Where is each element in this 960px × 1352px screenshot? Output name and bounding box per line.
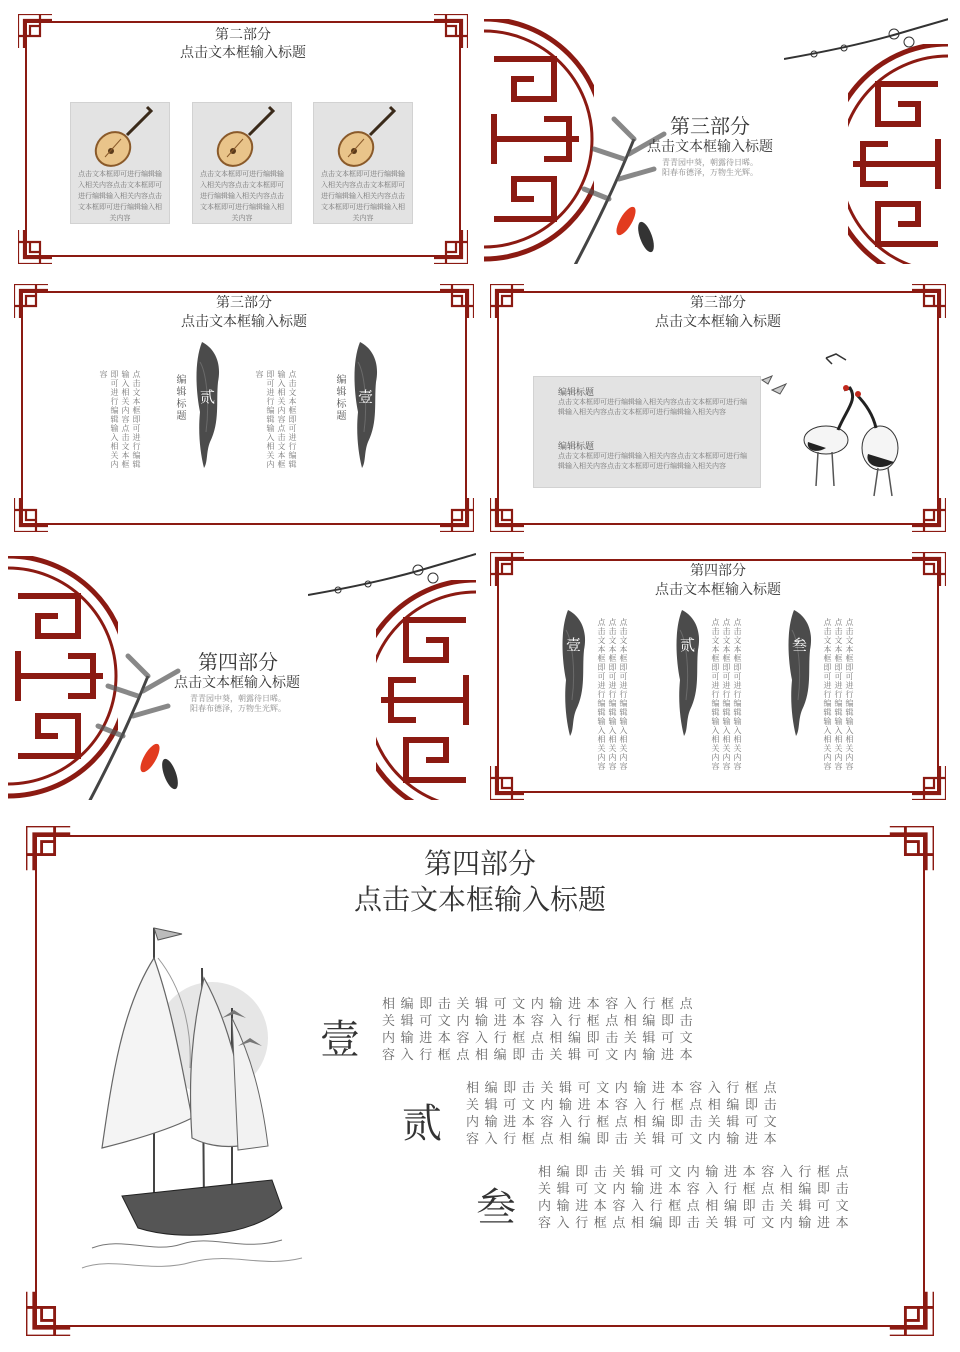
ink-brush-icon (562, 610, 592, 740)
item-number: 壹 (566, 636, 582, 654)
item-text: 点击文本框即可进行编辑输入相关内容点击文本框即可进行编辑输入相关内容点击文本框即可进行编辑输入相关内容 (597, 618, 628, 771)
item-number: 贰 (200, 388, 216, 406)
plum-branch-icon (784, 14, 948, 74)
text-line: 相编即击关辑可文内输进本容入行框点 (382, 997, 699, 1012)
part-label: 第四部分 (690, 563, 746, 579)
ink-brush-icon (788, 610, 818, 740)
content-card[interactable] (70, 102, 170, 224)
item-text-block (466, 1080, 782, 1148)
content-card[interactable] (192, 102, 292, 224)
item-number: 贰 (680, 636, 696, 654)
slide-7 (26, 826, 934, 1336)
poem-text: 青青园中葵，朝露待日晞。 阳春布德泽，万物生光辉。 (662, 158, 758, 177)
item-text: 点击文本框即可进行编辑输入相关内容点击文本框即可进行编辑输入相关内容 (255, 370, 297, 469)
text-line: 容入行框点相编即击关辑可文内输进本 (538, 1216, 855, 1231)
pipa-icon (324, 103, 404, 167)
item-number: 叁 (476, 1185, 516, 1231)
bamboo-fish-icon (78, 646, 208, 800)
ink-brush-icon (354, 342, 384, 472)
sailing-ship-icon (62, 918, 322, 1278)
slide-1 (18, 14, 468, 264)
slide-title: 点击文本框输入标题 (655, 314, 781, 330)
slide-title: 点击文本框输入标题 (655, 582, 781, 598)
slide-6 (490, 552, 946, 800)
slide-title: 点击文本框输入标题 (647, 139, 773, 155)
slide-3 (14, 284, 474, 532)
block-heading: 编辑标题 (558, 442, 595, 452)
text-line: 容入行框点相编即击关辑可文内输进本 (382, 1048, 699, 1063)
ink-brush-icon (196, 342, 226, 472)
text-line: 关辑可文内输进本容入行框点相编即击 (382, 1014, 699, 1029)
pipa-icon (81, 103, 161, 167)
card-text: 点击文本框即可进行编辑输入相关内容点击文本框即可进行编辑输入相关内容点击文本框即可进行编辑输入相关内容 (321, 170, 405, 222)
item-text: 点击文本框即可进行编辑输入相关内容点击文本框即可进行编辑输入相关内容点击文本框即可进行编辑输入相关内容 (711, 618, 742, 771)
part-label: 第四部分 (198, 650, 278, 674)
part-label: 第三部分 (216, 295, 272, 311)
item-heading: 编辑标题 (334, 374, 345, 422)
item-text: 点击文本框即可进行编辑输入相关内容点击文本框即可进行编辑输入相关内容点击文本框即可进行编辑输入相关内容 (823, 618, 854, 771)
item-number: 叁 (792, 636, 808, 654)
text-line: 内输进本容入行框点相编即击关辑可文 (466, 1115, 783, 1130)
part-label: 第三部分 (690, 295, 746, 311)
text-line: 相编即击关辑可文内输进本容入行框点 (466, 1081, 783, 1096)
text-line: 关辑可文内输进本容入行框点相编即击 (538, 1182, 855, 1197)
ink-brush-icon (676, 610, 706, 740)
part-label: 第二部分 (215, 27, 271, 43)
text-line: 相编即击关辑可文内输进本容入行框点 (538, 1165, 855, 1180)
item-heading: 编辑标题 (174, 374, 185, 422)
card-text: 点击文本框即可进行编辑输入相关内容点击文本框即可进行编辑输入相关内容点击文本框即可进行编辑输入相关内容 (78, 170, 162, 222)
item-number: 壹 (358, 388, 374, 406)
text-line: 内输进本容入行框点相编即击关辑可文 (382, 1031, 699, 1046)
card-text: 点击文本框即可进行编辑输入相关内容点击文本框即可进行编辑输入相关内容点击文本框即可进行编辑输入相关内容 (200, 170, 284, 222)
part-label: 第三部分 (670, 114, 750, 138)
poem-text: 青青园中葵，朝露待日晞。 阳春布德泽，万物生光辉。 (190, 694, 286, 713)
slide-5 (8, 550, 476, 800)
slide-title: 点击文本框输入标题 (353, 883, 606, 916)
text-line: 容入行框点相编即击关辑可文内输进本 (466, 1132, 783, 1147)
slide-4 (490, 284, 946, 532)
text-line: 内输进本容入行框点相编即击关辑可文 (538, 1199, 855, 1214)
lattice-window-right (848, 44, 948, 264)
item-text: 点击文本框即可进行编辑输入相关内容点击文本框即可进行编辑输入相关内容 (99, 370, 141, 469)
text-panel[interactable] (533, 376, 761, 488)
block-heading: 编辑标题 (558, 388, 595, 398)
slide-2 (484, 14, 948, 264)
part-label: 第四部分 (423, 847, 536, 880)
item-text-block (538, 1164, 854, 1232)
lattice-window-right (376, 580, 476, 800)
item-number: 壹 (320, 1017, 360, 1063)
slide-title: 点击文本框输入标题 (174, 675, 300, 691)
text-line: 关辑可文内输进本容入行框点相编即击 (466, 1098, 783, 1113)
item-text-block (382, 996, 698, 1064)
pipa-icon (203, 103, 283, 167)
block-text: 点击文本框即可进行编辑输入相关内容点击文本框即可进行编辑输入相关内容点击文本框即可进行编辑输入相关内容 (558, 452, 747, 470)
plum-branch-icon (308, 550, 476, 610)
slide-title: 点击文本框输入标题 (180, 45, 306, 61)
crane-icon (746, 350, 906, 510)
slide-title: 点击文本框输入标题 (181, 314, 307, 330)
content-card[interactable] (313, 102, 413, 224)
block-text: 点击文本框即可进行编辑输入相关内容点击文本框即可进行编辑输入相关内容点击文本框即可进行编辑输入相关内容 (558, 398, 747, 416)
item-number: 贰 (402, 1101, 442, 1147)
